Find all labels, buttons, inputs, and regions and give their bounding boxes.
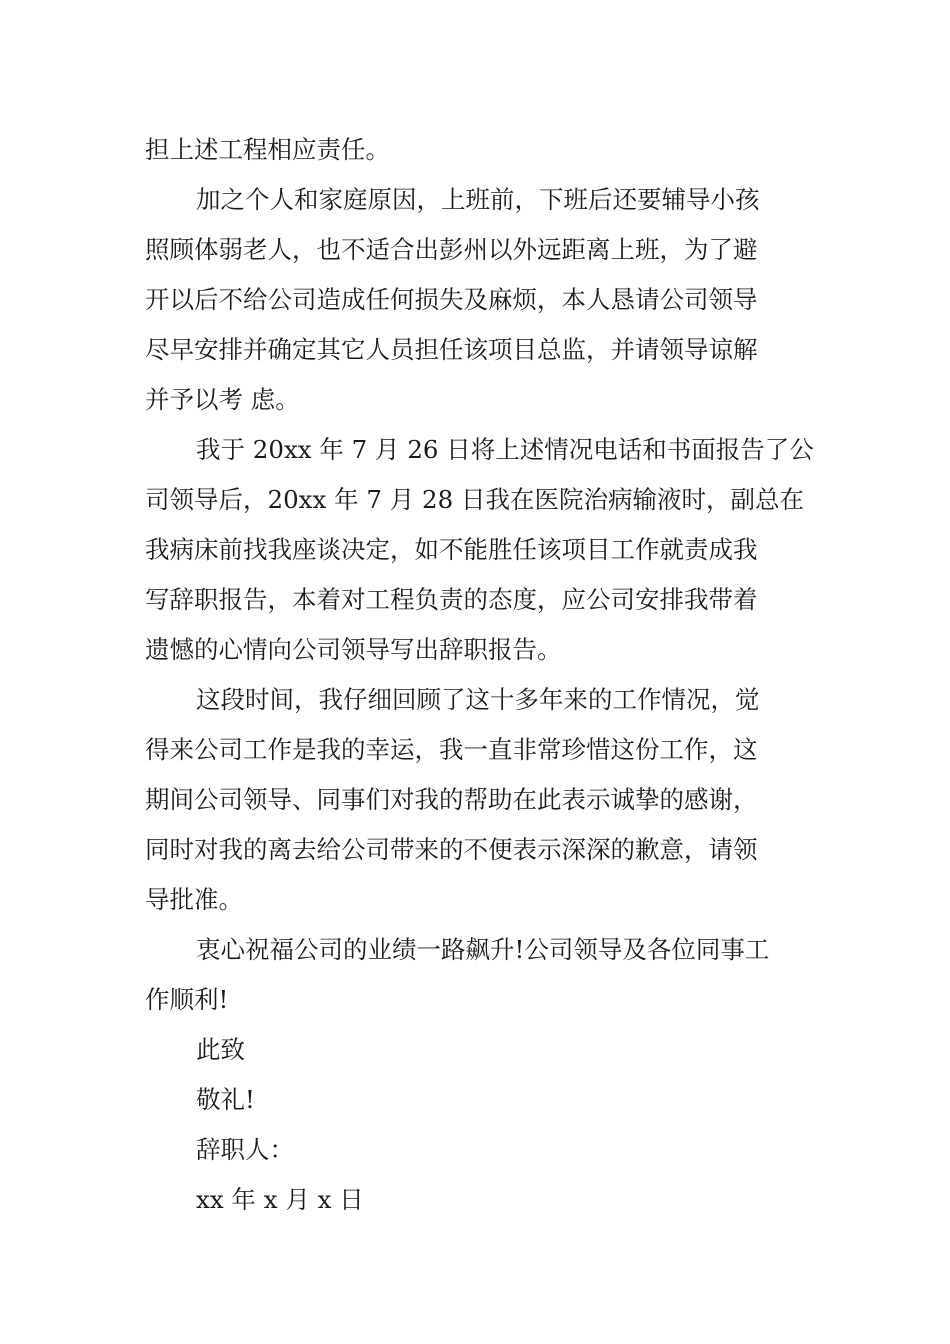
text-line: 担上述工程相应责任。 <box>145 135 390 164</box>
paragraph-start-line: 这段时间，我仔细回顾了这十多年来的工作情况，觉 <box>196 685 760 714</box>
text-line: 写辞职报告，本着对工程负责的态度，应公司安排我带着 <box>145 585 758 614</box>
text-line: 尽早安排并确定其它人员担任该项目总监，并请领导谅解 <box>145 335 758 364</box>
text-line: 同时对我的离去给公司带来的不便表示深深的歉意，请领 <box>145 835 758 864</box>
closing-salutation: 此致 <box>196 1035 245 1064</box>
text-line: 作顺利! <box>145 985 229 1014</box>
paragraph-start-line: 我于 20xx 年 7 月 26 日将上述情况电话和书面报告了公 <box>196 435 814 464</box>
text-line: 导批准。 <box>145 885 243 914</box>
text-line: 期间公司领导、同事们对我的帮助在此表示诚挚的感谢， <box>145 785 758 814</box>
text-line: 我病床前找我座谈决定，如不能胜任该项目工作就责成我 <box>145 535 758 564</box>
text-line: 照顾体弱老人，也不适合出彭州以外远距离上班，为了避 <box>145 235 758 264</box>
text-line: 开以后不给公司造成任何损失及麻烦，本人恳请公司领导 <box>145 285 758 314</box>
letter-body <box>145 125 814 1225</box>
text-line: 并予以考 虑。 <box>145 385 300 414</box>
signature-label: 辞职人： <box>196 1135 294 1164</box>
paragraph-start-line: 加之个人和家庭原因，上班前，下班后还要辅导小孩 <box>196 185 760 214</box>
date-line: xx 年 x 月 x 日 <box>196 1185 364 1214</box>
text-line: 司领导后，20xx 年 7 月 28 日我在医院治病输液时，副总在 <box>145 485 805 514</box>
paragraph-start-line: 衷心祝福公司的业绩一路飙升!公司领导及各位同事工 <box>196 935 770 964</box>
closing-regards: 敬礼! <box>196 1085 255 1114</box>
text-line: 遗憾的心情向公司领导写出辞职报告。 <box>145 635 562 664</box>
text-line: 得来公司工作是我的幸运，我一直非常珍惜这份工作，这 <box>145 735 758 764</box>
